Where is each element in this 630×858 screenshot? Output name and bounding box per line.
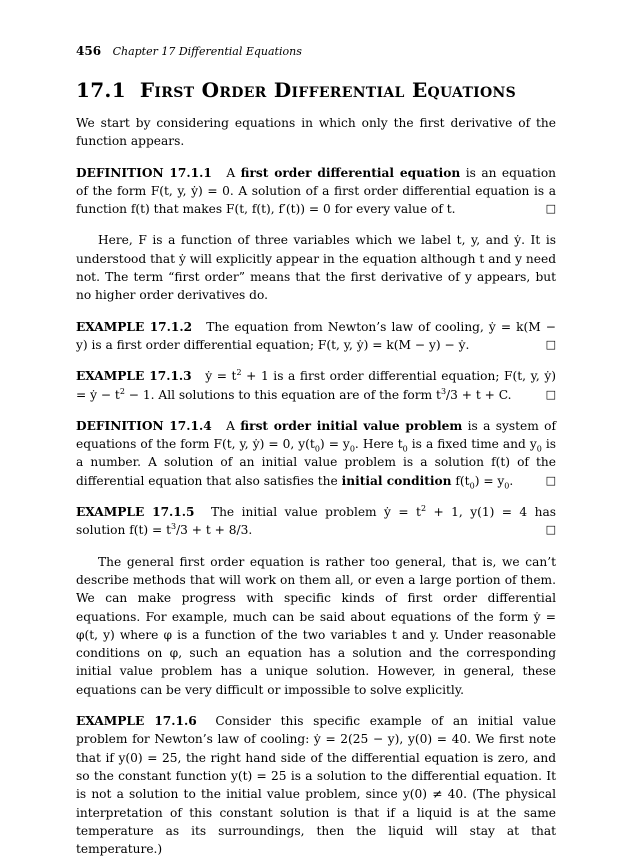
qed-box-icon: □: [545, 523, 556, 537]
example-text: Consider this specific example of an initial value problem for Newton’s law of cooling: ẏ = 2(25 − y), y(0) = 40. We first note that if y(0) = 25, the right hand side of the differential equation is zero, and so the constant function y(t) = 25 is a solution to the differential equation. It is not a solution to the initial value problem, since y(0) ≠ 40. (The physical interpretation of this constant solution is that if a liquid is at the same temperature as its surroundings, then the liquid will stay at that temperature.): [76, 714, 557, 857]
example-text-c: − 1. All solutions to this equation are of the form t: [124, 387, 441, 402]
page-number: 456: [76, 44, 102, 58]
qed-box-icon: □: [545, 387, 556, 401]
section-number: 17.1: [76, 78, 126, 102]
qed-box-icon: □: [545, 202, 556, 216]
example-label: EXAMPLE 17.1.2: [76, 319, 193, 334]
definition-term: first order initial value problem: [240, 418, 463, 433]
definition-lead: A: [226, 418, 235, 433]
general-equation-paragraph: The general first order equation is rather too general, that is, we can’t describe methods that will work on them all, or even a large portion of them. We can make progress with specific kinds of first order differential equations. For example, much can be said about equations of the form ẏ = φ(t, y) where φ is a function of the two variables t and y. Under reasonable conditions on φ, such an equation has a solution and the corresponding initial value problem has a unique solution. However, in general, these equations can be very difficult or impossible to solve explicitly.: [76, 554, 556, 697]
qed-box-icon: □: [545, 473, 556, 487]
definition-lead: A: [226, 165, 236, 180]
definition-17-1-4: [76, 417, 556, 490]
definition-term-2: initial condition: [341, 473, 452, 488]
definition-text-a: is a system of equations of the form F(t, y, ẏ) = 0, y(t: [76, 418, 557, 452]
exponent: 3: [170, 522, 177, 532]
example-label: EXAMPLE 17.1.3: [76, 369, 192, 384]
chapter-title: Chapter 17 Differential Equations: [112, 45, 302, 58]
definition-text-b: ) = y: [319, 437, 350, 452]
section-heading: [76, 78, 556, 102]
definition-17-1-1: [76, 164, 556, 219]
definition-text-c: . Here t: [354, 437, 403, 452]
example-text-b: + 1 is a first order differential equation; F(t, y, ẏ) = ẏ − t: [76, 369, 556, 402]
exponent: 3: [440, 386, 447, 396]
subscript: 0: [469, 481, 475, 491]
definition-label: DEFINITION 17.1.4: [76, 418, 212, 433]
example-text-d: /3 + t + C.: [446, 387, 512, 402]
definition-text: is an equation of the form F(t, y, ẏ) = 0. A solution of a first order differential equation is a function f(t) that makes F(t, f(t), f′(t)) = 0 for every value of t.: [76, 165, 557, 217]
example-text-a: The initial value problem ẏ = t: [210, 505, 421, 520]
definition-text-e: is a number. A solution of an initial value problem is a solution f(t) of the differential equation that also satisfies the: [76, 437, 556, 488]
example-text-a: ẏ = t: [205, 369, 237, 384]
example-text-b: + 1, y(1) = 4 has solution f(t) = t: [76, 505, 556, 538]
section-title: First Order Differential Equations: [139, 78, 517, 102]
example-17-1-5: [76, 503, 556, 540]
qed-box-icon: □: [545, 337, 556, 351]
exponent: 2: [236, 368, 242, 378]
example-label: EXAMPLE 17.1.6: [76, 714, 197, 729]
definition-text-d: is a fixed time and y: [407, 437, 537, 452]
example-text: The equation from Newton’s law of cooling, ẏ = k(M − y) is a first order differential equation; F(t, y, ẏ) = k(M − y) − ẏ.: [76, 319, 556, 352]
example-17-1-3: [76, 367, 556, 404]
example-17-1-6: [76, 712, 556, 858]
example-17-1-2: [76, 318, 556, 355]
subscript: 0: [536, 444, 542, 454]
example-text-c: /3 + t + 8/3.: [176, 523, 253, 538]
definition-term: first order differential equation: [240, 165, 461, 180]
explanation-paragraph: Here, F is a function of three variables which we label t, y, and ẏ. It is understood that ẏ will explicitly appear in the equation although t and y need not. The term “first order” means that the first derivative of y appears, but no higher order derivatives do.: [76, 233, 556, 303]
example-label: EXAMPLE 17.1.5: [76, 505, 195, 520]
exponent: 2: [420, 503, 427, 513]
exponent: 2: [119, 386, 125, 396]
definition-label: DEFINITION 17.1.1: [76, 165, 212, 180]
subscript: 0: [314, 444, 320, 454]
subscript: 0: [504, 481, 510, 491]
definition-text-g: ) = y: [474, 473, 505, 488]
definition-text-f: f(t: [455, 473, 470, 488]
subscript: 0: [402, 444, 408, 454]
intro-paragraph: We start by considering equations in which only the first derivative of the function appears.: [76, 116, 556, 149]
running-head: [76, 44, 556, 59]
subscript: 0: [349, 444, 355, 454]
definition-text-h: .: [509, 473, 514, 488]
